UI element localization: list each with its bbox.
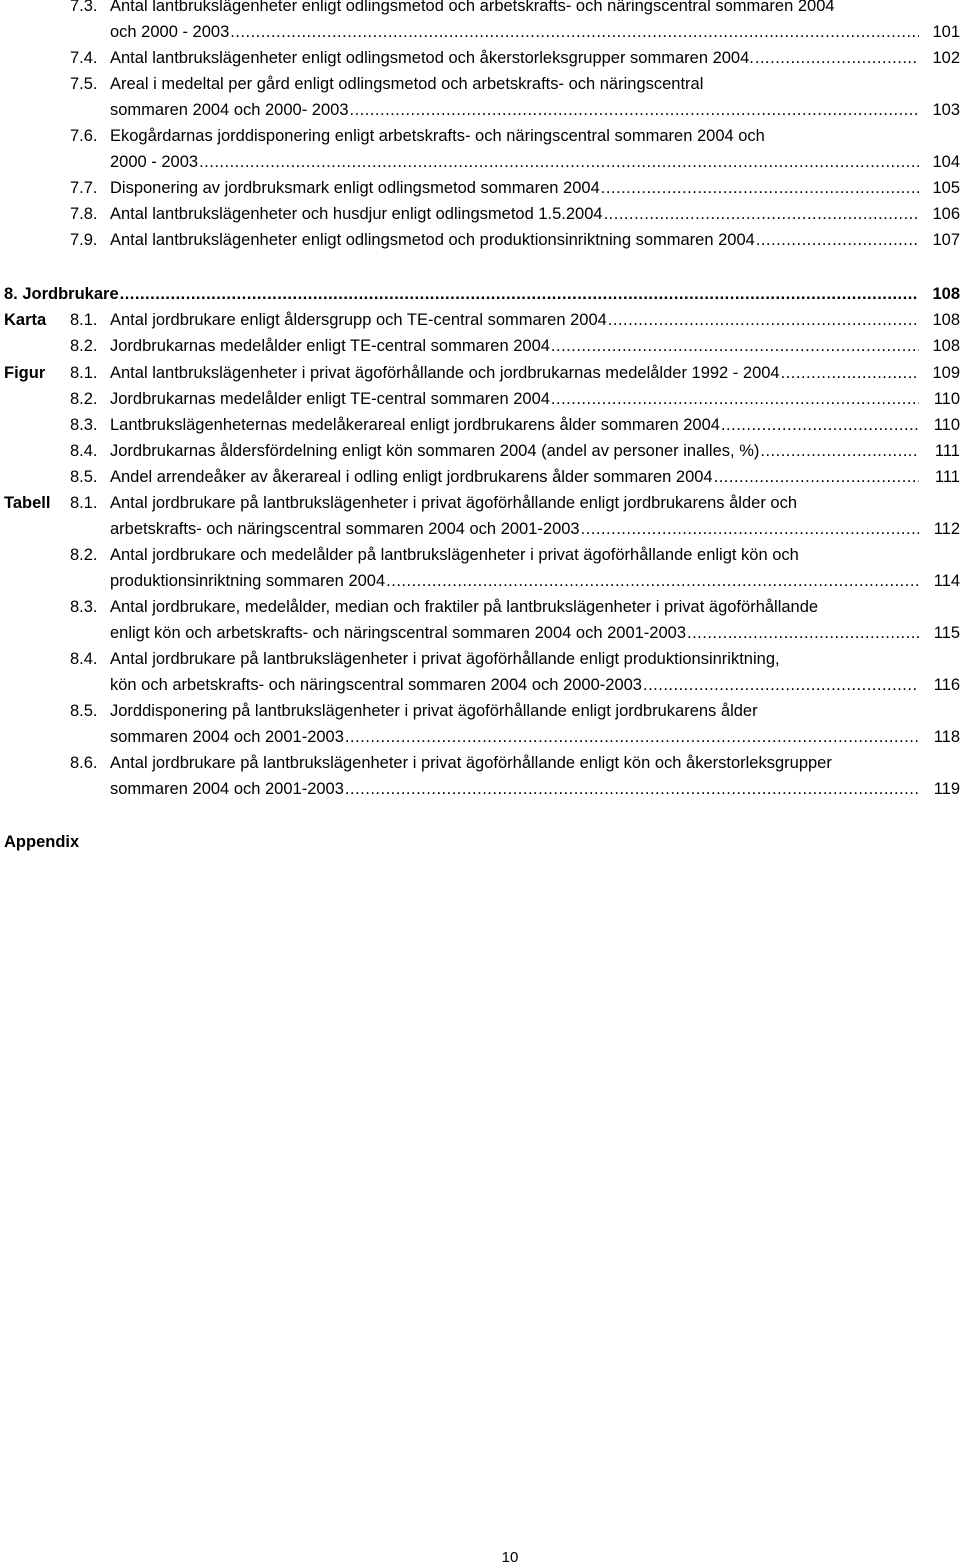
dot-leader bbox=[714, 464, 919, 490]
toc-line bbox=[0, 516, 960, 542]
dot-leader bbox=[551, 333, 919, 359]
toc-line bbox=[0, 386, 960, 412]
entry-page-number: 110 bbox=[933, 390, 960, 408]
dot-leader bbox=[120, 281, 919, 307]
dot-leader bbox=[581, 516, 919, 542]
section-title: 8. Jordbrukare bbox=[4, 285, 119, 303]
dot-leader bbox=[643, 672, 919, 698]
toc-line bbox=[0, 360, 960, 386]
toc-line bbox=[0, 542, 960, 568]
entry-title-line: sommaren 2004 och 2001-2003 bbox=[110, 780, 344, 798]
toc-entry-leader bbox=[110, 149, 960, 175]
toc-line bbox=[0, 71, 960, 97]
toc-entry-leader bbox=[110, 201, 960, 227]
toc-entry-leader bbox=[110, 97, 960, 123]
entry-title-line: Antal lantbrukslägenheter enligt odlingsmetod och åkerstorleksgrupper sommaren 2004. bbox=[110, 49, 754, 67]
entry-title-line: Lantbrukslägenheternas medelåkerareal enligt jordbrukarens ålder sommaren 2004 bbox=[110, 416, 720, 434]
toc-line bbox=[0, 201, 960, 227]
entry-page-number: 105 bbox=[932, 179, 960, 197]
entry-number: 7.5. bbox=[70, 75, 98, 93]
toc-entry-leader bbox=[110, 386, 960, 412]
entry-number: 7.4. bbox=[70, 49, 98, 67]
entry-number: 8.2. bbox=[70, 546, 98, 564]
entry-page-number: 106 bbox=[932, 205, 960, 223]
dot-leader bbox=[551, 386, 919, 412]
toc-entry-leader bbox=[110, 438, 960, 464]
entry-title-line: Antal jordbrukare på lantbrukslägenheter i privat ägoförhållande enligt kön och åkerstorleksgrupper bbox=[110, 754, 832, 772]
entry-number: 8.5. bbox=[70, 702, 98, 720]
dot-leader bbox=[350, 97, 920, 123]
dot-leader bbox=[687, 620, 919, 646]
section-heading bbox=[4, 281, 960, 307]
toc-line bbox=[0, 0, 960, 19]
entry-number: 8.1. bbox=[70, 311, 98, 329]
entry-number: 7.7. bbox=[70, 179, 98, 197]
toc-entry-leader bbox=[110, 672, 960, 698]
toc-line bbox=[0, 750, 960, 776]
entry-title-line: och 2000 - 2003 bbox=[110, 23, 230, 41]
category-label: Tabell bbox=[4, 494, 51, 512]
toc-line bbox=[0, 19, 960, 45]
toc-entry-leader bbox=[110, 175, 960, 201]
toc-line bbox=[0, 568, 960, 594]
toc-line bbox=[0, 227, 960, 253]
page-number: 10 bbox=[501, 1549, 519, 1566]
entry-page-number: 115 bbox=[933, 624, 960, 642]
entry-number: 8.2. bbox=[70, 337, 98, 355]
category-label: Karta bbox=[4, 311, 47, 329]
entry-number: 8.3. bbox=[70, 598, 98, 616]
toc-line bbox=[0, 175, 960, 201]
dot-leader bbox=[760, 438, 919, 464]
entry-page-number: 101 bbox=[932, 23, 960, 41]
dot-leader bbox=[345, 776, 919, 802]
toc-line bbox=[0, 646, 960, 672]
toc-entry-leader bbox=[110, 776, 960, 802]
entry-page-number: 111 bbox=[934, 468, 960, 486]
toc-entry-leader bbox=[110, 19, 960, 45]
toc-line bbox=[0, 776, 960, 802]
toc-line bbox=[0, 724, 960, 750]
category-label: Figur bbox=[4, 364, 46, 382]
entry-title-line: Antal lantbrukslägenheter enligt odlingsmetod och arbetskrafts- och näringscentral sommaren 2004 bbox=[110, 0, 835, 15]
entry-page-number: 102 bbox=[932, 49, 960, 67]
entry-page-number: 114 bbox=[933, 572, 960, 590]
entry-title-line: Areal i medeltal per gård enligt odlingsmetod och arbetskrafts- och näringscentral bbox=[110, 75, 704, 93]
toc-entry-leader bbox=[110, 45, 960, 71]
dot-leader bbox=[345, 724, 919, 750]
dot-leader bbox=[601, 175, 919, 201]
entry-page-number: 104 bbox=[932, 153, 960, 171]
entry-number: 7.3. bbox=[70, 0, 98, 15]
toc-line bbox=[0, 698, 960, 724]
dot-leader bbox=[755, 45, 919, 71]
toc-line bbox=[0, 672, 960, 698]
entry-title-line: Jorddisponering på lantbrukslägenheter i privat ägoförhållande enligt jordbrukarens ålder bbox=[110, 702, 758, 720]
entry-number: 8.4. bbox=[70, 650, 98, 668]
entry-title-line: Antal jordbrukare enligt åldersgrupp och TE-central sommaren 2004 bbox=[110, 311, 607, 329]
entry-title-line: Andel arrendeåker av åkerareal i odling enligt jordbrukarens ålder sommaren 2004 bbox=[110, 468, 713, 486]
entry-title-line: Disponering av jordbruksmark enligt odlingsmetod sommaren 2004 bbox=[110, 179, 600, 197]
entry-number: 8.3. bbox=[70, 416, 98, 434]
entry-number: 8.1. bbox=[70, 494, 98, 512]
toc-line bbox=[0, 281, 960, 307]
toc-entry-leader bbox=[110, 516, 960, 542]
entry-page-number: 116 bbox=[933, 676, 960, 694]
entry-page-number: 107 bbox=[932, 231, 960, 249]
entry-page-number: 108 bbox=[932, 311, 960, 329]
entry-title-line: produktionsinriktning sommaren 2004 bbox=[110, 572, 386, 590]
entry-title-line: sommaren 2004 och 2000- 2003 bbox=[110, 101, 349, 119]
toc-line bbox=[0, 620, 960, 646]
toc-line bbox=[0, 490, 960, 516]
toc-entry-leader bbox=[110, 568, 960, 594]
entry-page-number: 112 bbox=[933, 520, 960, 538]
toc-line bbox=[0, 149, 960, 175]
entry-number: 7.9. bbox=[70, 231, 98, 249]
entry-title-line: kön och arbetskrafts- och näringscentral sommaren 2004 och 2000-2003 bbox=[110, 676, 642, 694]
entry-page-number: 103 bbox=[932, 101, 960, 119]
entry-page-number: 111 bbox=[934, 442, 960, 460]
toc-entry-leader bbox=[110, 227, 960, 253]
entry-title-line: Jordbrukarnas medelålder enligt TE-central sommaren 2004 bbox=[110, 337, 550, 355]
dot-leader bbox=[756, 227, 919, 253]
entry-title-line: enligt kön och arbetskrafts- och näringscentral sommaren 2004 och 2001-2003 bbox=[110, 624, 687, 642]
toc-entry-leader bbox=[110, 724, 960, 750]
entry-title-line: Antal lantbrukslägenheter och husdjur enligt odlingsmetod 1.5.2004 bbox=[110, 205, 603, 223]
toc-line bbox=[0, 438, 960, 464]
appendix-heading: Appendix bbox=[4, 833, 80, 851]
toc-entry-leader bbox=[110, 464, 960, 490]
entry-title-line: arbetskrafts- och näringscentral sommaren 2004 och 2001-2003 bbox=[110, 520, 580, 538]
entry-title-line: Jordbrukarnas medelålder enligt TE-central sommaren 2004 bbox=[110, 390, 550, 408]
dot-leader bbox=[608, 307, 919, 333]
toc-line bbox=[0, 412, 960, 438]
dot-leader bbox=[604, 201, 919, 227]
entry-title-line: Antal lantbrukslägenheter i privat ägoförhållande och jordbrukarnas medelålder 1992 - 2004 bbox=[110, 364, 780, 382]
dot-leader bbox=[230, 19, 919, 45]
entry-title-line: Antal lantbrukslägenheter enligt odlingsmetod och produktionsinriktning sommaren 2004 bbox=[110, 231, 755, 249]
toc-line bbox=[0, 97, 960, 123]
toc-line bbox=[0, 45, 960, 71]
entry-number: 8.6. bbox=[70, 754, 98, 772]
entry-number: 8.2. bbox=[70, 390, 98, 408]
toc-entry-leader bbox=[110, 307, 960, 333]
toc-line bbox=[0, 123, 960, 149]
entry-page-number: 109 bbox=[932, 364, 960, 382]
dot-leader bbox=[781, 360, 919, 386]
entry-number: 8.1. bbox=[70, 364, 98, 382]
entry-title-line: Jordbrukarnas åldersfördelning enligt kön sommaren 2004 (andel av personer inalles, %) bbox=[110, 442, 760, 460]
entry-page-number: 110 bbox=[933, 416, 960, 434]
dot-leader bbox=[199, 149, 919, 175]
section-page-number: 108 bbox=[932, 285, 960, 303]
entry-title-line: Ekogårdarnas jorddisponering enligt arbetskrafts- och näringscentral sommaren 2004 och bbox=[110, 127, 765, 145]
entry-title-line: Antal jordbrukare, medelålder, median och fraktiler på lantbrukslägenheter i privat ägoförhållande bbox=[110, 598, 819, 616]
toc-line bbox=[0, 333, 960, 359]
entry-title-line: Antal jordbrukare på lantbrukslägenheter i privat ägoförhållande enligt produktionsinriktning, bbox=[110, 650, 780, 668]
toc-entry-leader bbox=[110, 333, 960, 359]
toc-entry-leader bbox=[110, 412, 960, 438]
dot-leader bbox=[386, 568, 919, 594]
entry-number: 8.4. bbox=[70, 442, 98, 460]
toc-line bbox=[0, 594, 960, 620]
entry-number: 7.6. bbox=[70, 127, 98, 145]
entry-number: 8.5. bbox=[70, 468, 98, 486]
entry-number: 7.8. bbox=[70, 205, 98, 223]
toc-line bbox=[0, 464, 960, 490]
dot-leader bbox=[721, 412, 919, 438]
entry-page-number: 118 bbox=[933, 728, 960, 746]
toc-entry-leader bbox=[110, 620, 960, 646]
entry-page-number: 119 bbox=[933, 780, 960, 798]
entry-title-line: Antal jordbrukare på lantbrukslägenheter i privat ägoförhållande enligt jordbrukarens ålder och bbox=[110, 494, 798, 512]
entry-title-line: 2000 - 2003 bbox=[110, 153, 199, 171]
entry-title-line: sommaren 2004 och 2001-2003 bbox=[110, 728, 344, 746]
entry-title-line: Antal jordbrukare och medelålder på lantbrukslägenheter i privat ägoförhållande enligt kön och bbox=[110, 546, 799, 564]
entry-page-number: 108 bbox=[932, 337, 960, 355]
toc-line bbox=[0, 307, 960, 333]
toc-entry-leader bbox=[110, 360, 960, 386]
